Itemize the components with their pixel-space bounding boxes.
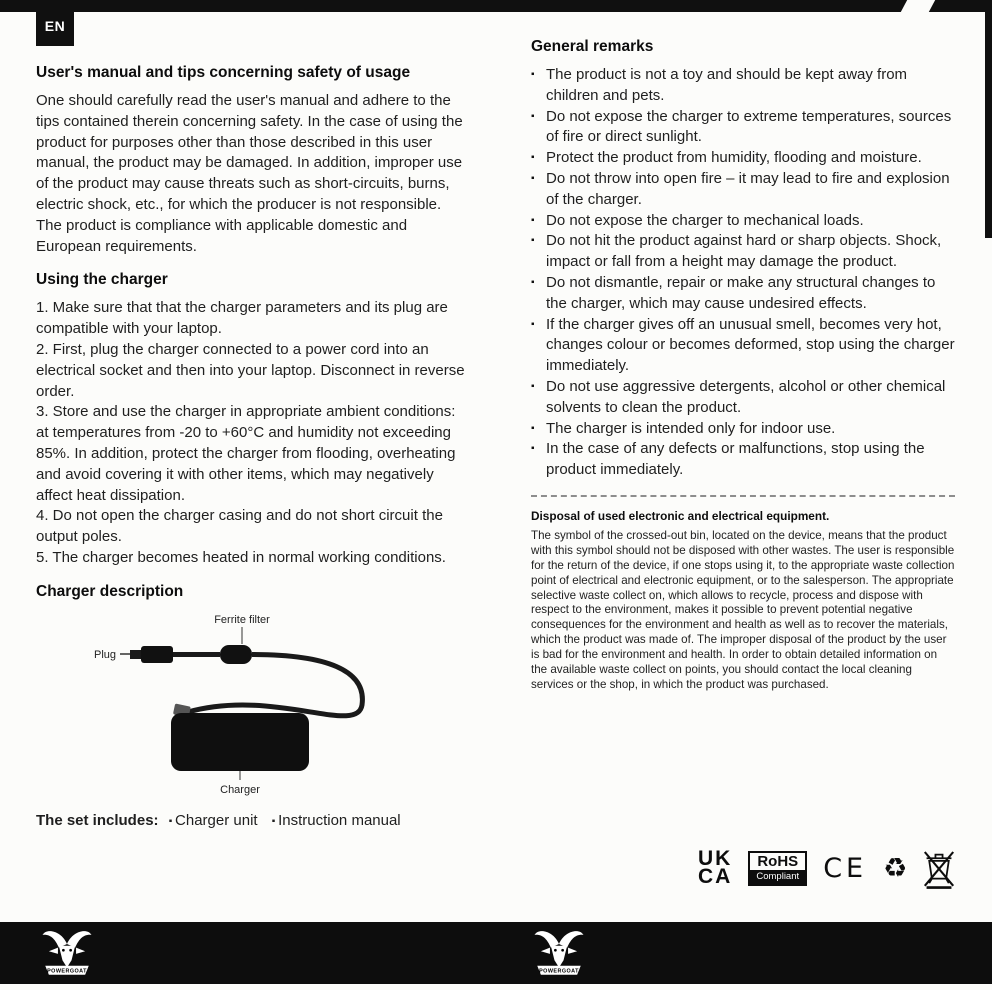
dashed-divider: [531, 495, 955, 497]
plug-body: [141, 646, 173, 663]
remark-item: ▪ Do not dismantle, repair or make any structural changes to the charger, which may cause undesired effects.: [531, 273, 955, 315]
remark-item: ▪ In the case of any defects or malfunctions, stop using the product immediately.: [531, 439, 955, 481]
remark-item: ▪ Do not expose the charger to mechanical loads.: [531, 211, 955, 232]
ferrite-filter-label: Ferrite filter: [214, 613, 270, 626]
disposal-heading: Disposal of used electronic and electrical equipment.: [531, 508, 830, 523]
set-includes-label: The set includes:: [36, 811, 159, 829]
using-step: 3. Store and use the charger in appropriate ambient conditions: at temperatures from -20 to +60°C and humidity not exceeding 85%. In addition, protect the charger from flooding, overheating and avoid covering it with other items, which may negatively affect heat dissipation.: [36, 403, 456, 504]
rohs-label: RoHS: [757, 852, 799, 870]
remark-item: ▪ The charger is intended only for indoor use.: [531, 419, 955, 440]
powergoat-logo: [38, 925, 96, 986]
goat-icon: [530, 925, 588, 981]
using-step: 1. Make sure that that the charger parameters and its plug are compatible with your laptop.: [36, 299, 448, 338]
cable: [188, 654, 362, 715]
goat-icon: [38, 925, 96, 981]
set-includes-line: [36, 812, 468, 829]
using-step: 5. The charger becomes heated in normal working conditions.: [36, 548, 446, 566]
charger-diagram: [36, 610, 468, 802]
footer-bar: [0, 922, 992, 984]
scan-edge: [985, 0, 992, 238]
top-bar: [0, 0, 992, 12]
right-column: [531, 38, 955, 693]
brand-ribbon: POWERGOAT: [539, 968, 579, 975]
powergoat-logo: [530, 925, 588, 986]
rohs-mark: [748, 851, 807, 886]
charger-brick: [171, 713, 309, 771]
ce-mark: CE: [823, 852, 868, 884]
charger-diagram-art: [74, 610, 404, 802]
remark-item: ▪ If the charger gives off an unusual smell, becomes very hot, changes colour or becomes deformed, stop using the charger immediately.: [531, 315, 955, 377]
plug-tip: [130, 650, 142, 659]
weee-crossed-bin-icon: [923, 845, 955, 891]
recycle-icon: ♻: [883, 852, 908, 883]
using-step: 4. Do not open the charger casing and do not short circuit the output poles.: [36, 507, 443, 546]
remark-item: ▪ The product is not a toy and should be kept away from children and pets.: [531, 65, 955, 107]
set-item: ▪ Instruction manual: [272, 812, 401, 829]
plug-label: Plug: [94, 648, 117, 661]
ukca-mark: [698, 847, 733, 888]
using-heading: Using the charger: [36, 271, 168, 289]
certification-marks: [698, 845, 955, 891]
description-heading: Charger description: [36, 582, 184, 600]
charger-label: Charger: [220, 783, 260, 796]
set-item: ▪ Charger unit: [169, 812, 258, 829]
left-column: [36, 64, 468, 829]
remark-item: ▪ Do not throw into open fire – it may lead to fire and explosion of the charger.: [531, 169, 955, 211]
remark-item: ▪ Do not hit the product against hard or sharp objects. Shock, impact or fall from a height may damage the product.: [531, 231, 955, 273]
intro-heading: User's manual and tips concerning safety of usage: [36, 64, 411, 81]
remark-item: ▪ Do not use aggressive detergents, alcohol or other chemical solvents to clean the product.: [531, 377, 955, 419]
remark-item: ▪ Protect the product from humidity, flooding and moisture.: [531, 148, 955, 169]
ukca-top: UK: [698, 847, 733, 870]
ferrite-filter-bead: [220, 645, 252, 664]
using-step: 2. First, plug the charger connected to a power cord into an electrical socket and then into your laptop. Disconnect in reverse order.: [36, 340, 465, 400]
remarks-list: [531, 65, 955, 481]
ukca-bottom: CA: [698, 865, 733, 888]
remark-item: ▪ Do not expose the charger to extreme temperatures, sources of fire or direct sunlight.: [531, 107, 955, 149]
brand-ribbon: POWERGOAT: [47, 968, 87, 975]
intro-paragraph: One should carefully read the user's manual and adhere to the tips contained therein concerning safety. In the case of using the product for purposes other than those described in this user manual, the product may be damaged. In addition, improper use of the product may cause threats such as short-circuits, burns, electric shock, etc., for which the producer is not responsible. The product is compliance with applicable domestic and European requirements.: [36, 92, 463, 255]
remarks-heading: General remarks: [531, 38, 654, 55]
rohs-compliant-label: Compliant: [750, 870, 805, 884]
language-badge: EN: [36, 6, 74, 46]
disposal-text: The symbol of the crossed-out bin, located on the device, means that the product with this symbol should not be disposed with other wastes. The user is responsible for the return of the device, if one stops using it, to the appropriate waste collection point of electrical and electronic equipment, or to the salesperson. The appropriate selective waste collect on, which allows to recycle, process and dispose with respect to the environment, makes it possible to prevent potential negative consequences for the environment and health as well as to recover the materials, which the product was made of. The improper disposal of the product by the user is bad for the environment and health. In order to obtain detailed information on the available waste collect on points, you should contact the local cleaning services or the shop, in which the product was purchased.: [531, 528, 955, 691]
